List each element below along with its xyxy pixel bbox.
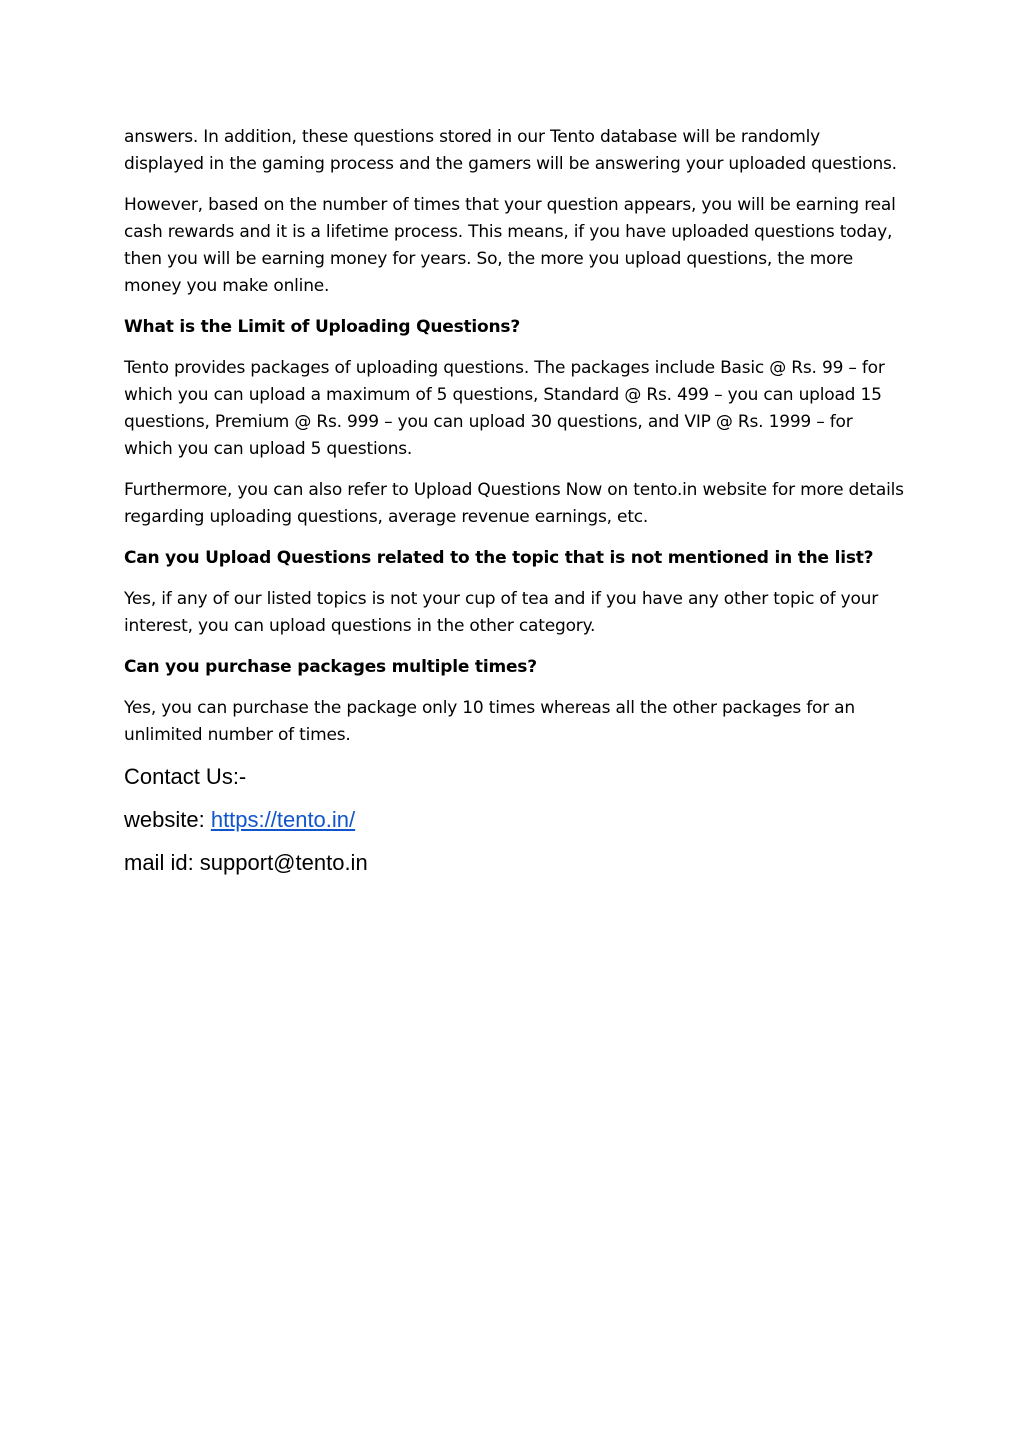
paragraph-purchase-limit: Yes, you can purchase the package only 10 times whereas all the other packages for an unlimited number of times. — [124, 698, 855, 745]
contact-website — [124, 806, 904, 834]
paragraph-other-category: Yes, if any of our listed topics is not your cup of tea and if you have any other topic of your interest, you can upload questions in the other category. — [124, 589, 879, 636]
paragraph-refer: Furthermore, you can also refer to Upload Questions Now on tento.in website for more details regarding uploading questions, average revenue earnings, etc. — [124, 480, 904, 527]
contact-title: Contact Us:- — [124, 764, 247, 789]
paragraph-earnings: However, based on the number of times that your question appears, you will be earning real cash rewards and it is a lifetime process. This means, if you have uploaded questions today, then you will be earning money for years. So, the more you upload questions, the more money you make online. — [124, 195, 896, 296]
heading-purchase-multiple: Can you purchase packages multiple times? — [124, 657, 537, 677]
mail-value: support@tento.in — [199, 850, 368, 875]
paragraph-packages: Tento provides packages of uploading questions. The packages include Basic @ Rs. 99 – for which you can upload a maximum of 5 questions, Standard @ Rs. 499 – you can upload 15 questions, Premium @ Rs. 999 – you can upload 30 questions, and VIP @ Rs. 1999 – for which you can upload 5 questions. — [124, 358, 885, 459]
mail-label: mail id: — [124, 850, 200, 875]
website-label: website: — [124, 807, 211, 832]
document-page — [124, 124, 904, 892]
contact-mail — [124, 849, 904, 877]
heading-upload-limit: What is the Limit of Uploading Questions? — [124, 317, 521, 337]
heading-unlisted-topic: Can you Upload Questions related to the topic that is not mentioned in the list? — [124, 548, 874, 568]
paragraph-answers: answers. In addition, these questions stored in our Tento database will be randomly displayed in the gaming process and the gamers will be answering your uploaded questions. — [124, 127, 897, 174]
website-link[interactable]: https://tento.in/ — [210, 807, 356, 832]
